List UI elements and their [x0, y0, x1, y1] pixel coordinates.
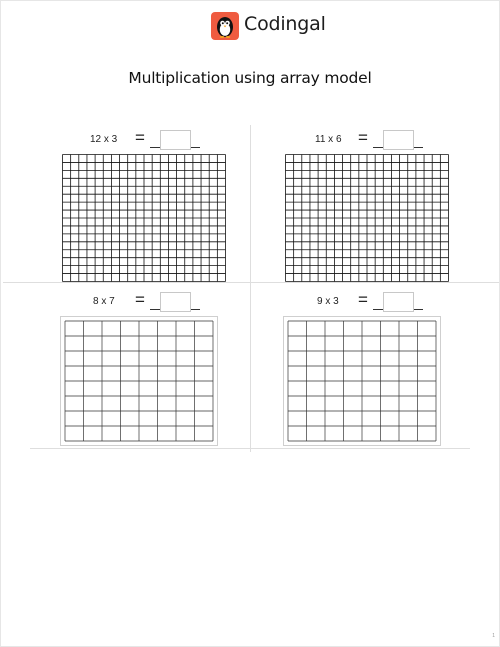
- problem-expression: 11 x 6: [315, 134, 342, 145]
- array-grid[interactable]: [62, 154, 226, 282]
- answer-box[interactable]: [383, 292, 414, 312]
- array-grid[interactable]: [285, 154, 449, 282]
- problem-expression: 9 x 3: [317, 296, 339, 307]
- answer-box[interactable]: [160, 292, 191, 312]
- problem-expression: 8 x 7: [93, 296, 115, 307]
- divider-horizontal: [3, 282, 499, 283]
- equals-sign: =: [358, 290, 368, 309]
- equals-sign: =: [135, 128, 145, 147]
- equals-sign: =: [358, 128, 368, 147]
- penguin-icon: [211, 12, 239, 40]
- answer-box[interactable]: [160, 130, 191, 150]
- array-grid[interactable]: [283, 316, 441, 446]
- divider-bottom: [30, 448, 470, 449]
- brand-name: Codingal: [244, 13, 326, 35]
- page-number: 1: [492, 633, 495, 639]
- array-grid[interactable]: [60, 316, 218, 446]
- answer-box[interactable]: [383, 130, 414, 150]
- problem-expression: 12 x 3: [90, 134, 118, 145]
- worksheet-title: Multiplication using array model: [128, 69, 372, 87]
- equals-sign: =: [135, 290, 145, 309]
- divider-vertical: [250, 125, 251, 452]
